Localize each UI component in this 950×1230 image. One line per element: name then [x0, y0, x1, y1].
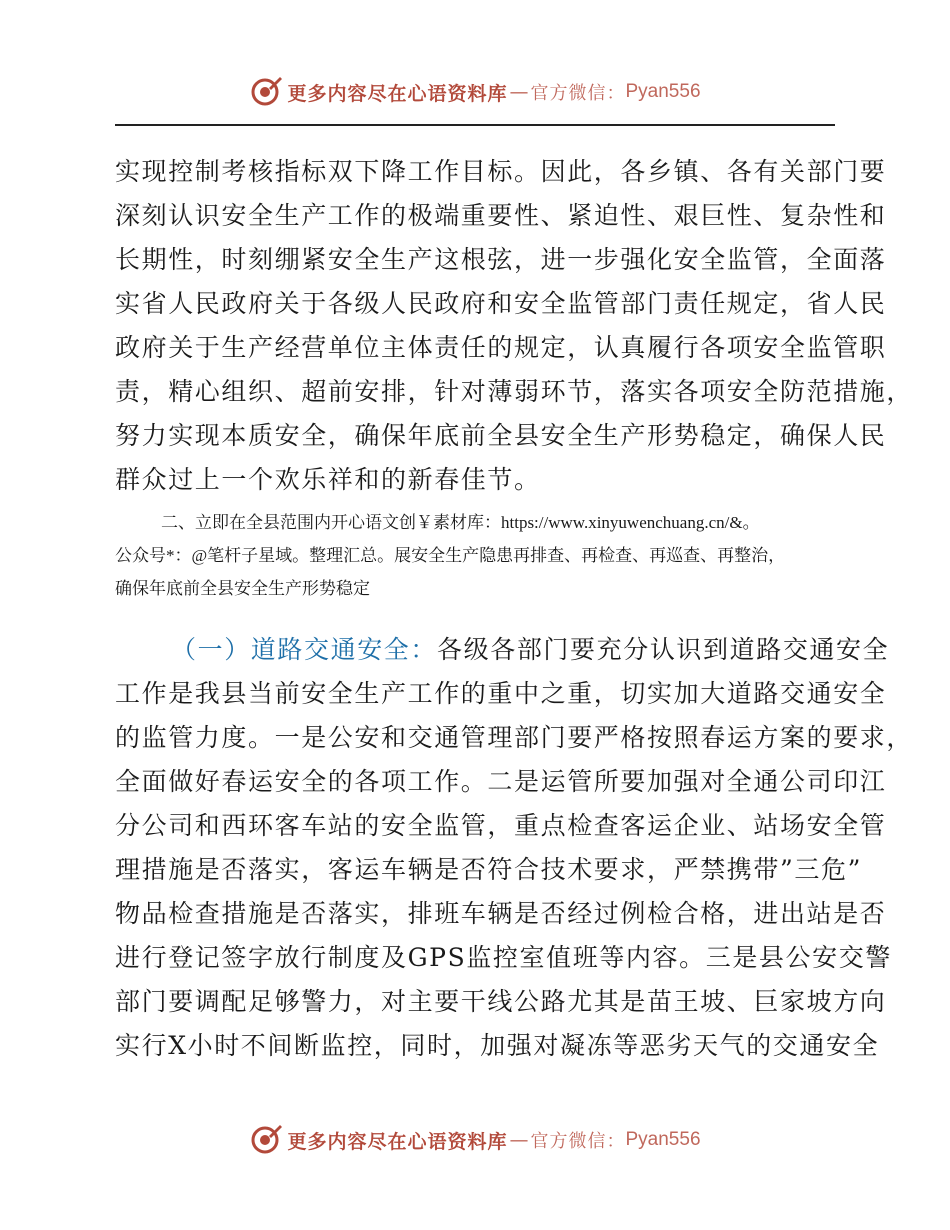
- pen-logo-icon: [249, 1123, 283, 1157]
- subsection-heading: （一）道路交通安全：: [171, 635, 438, 664]
- text-line: 努力实现本质安全，确保年底前全县安全生产形势稳定，确保人民: [115, 421, 887, 450]
- paragraph-1: [115, 150, 914, 502]
- text-line: 理措施是否落实，客运车辆是否符合技术要求，严禁携带”三危”: [115, 855, 862, 884]
- banner-separator: —: [509, 1129, 529, 1151]
- section-2-line: 公众号*：@笔杆子星域。整理汇总。展安全生产隐患再排查、再检查、再巡查、再整治，: [115, 546, 786, 565]
- text-line: 进行登记签字放行制度及GPS监控室值班等内容。三是县公安交警: [115, 943, 892, 972]
- text-line: 实现控制考核指标双下降工作目标。因此，各乡镇、各有关部门要: [115, 157, 887, 186]
- text-line: 责，精心组织、超前安排，针对薄弱环节，落实各项安全防范措施，: [115, 377, 914, 406]
- text-line: 实省人民政府关于各级人民政府和安全监管部门责任规定，省人民: [115, 289, 887, 318]
- text-line: 深刻认识安全生产工作的极端重要性、紧迫性、艰巨性、复杂性和: [115, 201, 887, 230]
- text-line: 全面做好春运安全的各项工作。二是运管所要加强对全通公司印江: [115, 767, 887, 796]
- banner-wechat-id: Pyan556: [625, 1129, 701, 1150]
- text-line: 分公司和西环客车站的安全监管，重点检查客运企业、站场安全管: [115, 811, 887, 840]
- subsection-first-line-text: 各级各部门要充分认识到道路交通安全: [437, 635, 890, 664]
- text-line: 的监管力度。一是公安和交通管理部门要严格按照春运方案的要求，: [115, 723, 914, 752]
- subsection-first-line: [115, 628, 890, 672]
- header-banner: [0, 72, 950, 112]
- text-line: 物品检查措施是否落实，排班车辆是否经过例检合格，进出站是否: [115, 899, 887, 928]
- banner-subtitle: 官方微信：: [530, 1131, 626, 1152]
- pen-logo-icon: [249, 75, 283, 109]
- subsection-road-traffic: [115, 628, 914, 1068]
- banner-separator: —: [509, 81, 529, 103]
- header-divider: [115, 124, 835, 126]
- banner-title: 更多内容尽在心语资料库: [287, 82, 508, 105]
- footer-banner: [0, 1120, 950, 1160]
- section-2-line: 二、立即在全县范围内开心语文创￥素材库：https://www.xinyuwenchuang.cn/&。: [161, 513, 760, 532]
- banner-subtitle: 官方微信：: [530, 83, 626, 104]
- text-line: 群众过上一个欢乐祥和的新春佳节。: [115, 465, 541, 494]
- text-line: 长期性，时刻绷紧安全生产这根弦，进一步强化安全监管，全面落: [115, 245, 887, 274]
- text-line: 政府关于生产经营单位主体责任的规定，认真履行各项安全监管职: [115, 333, 887, 362]
- section-2-line: 确保年底前全县安全生产形势稳定: [115, 579, 370, 598]
- banner-title: 更多内容尽在心语资料库: [287, 1130, 508, 1153]
- text-line: 工作是我县当前安全生产工作的重中之重，切实加大道路交通安全: [115, 679, 887, 708]
- text-line: 部门要调配足够警力，对主要干线公路尤其是苗王坡、巨家坡方向: [115, 987, 887, 1016]
- section-2: [115, 506, 845, 605]
- banner-wechat-id: Pyan556: [625, 81, 701, 102]
- text-line: 实行X小时不间断监控，同时，加强对凝冻等恶劣天气的交通安全: [115, 1031, 880, 1060]
